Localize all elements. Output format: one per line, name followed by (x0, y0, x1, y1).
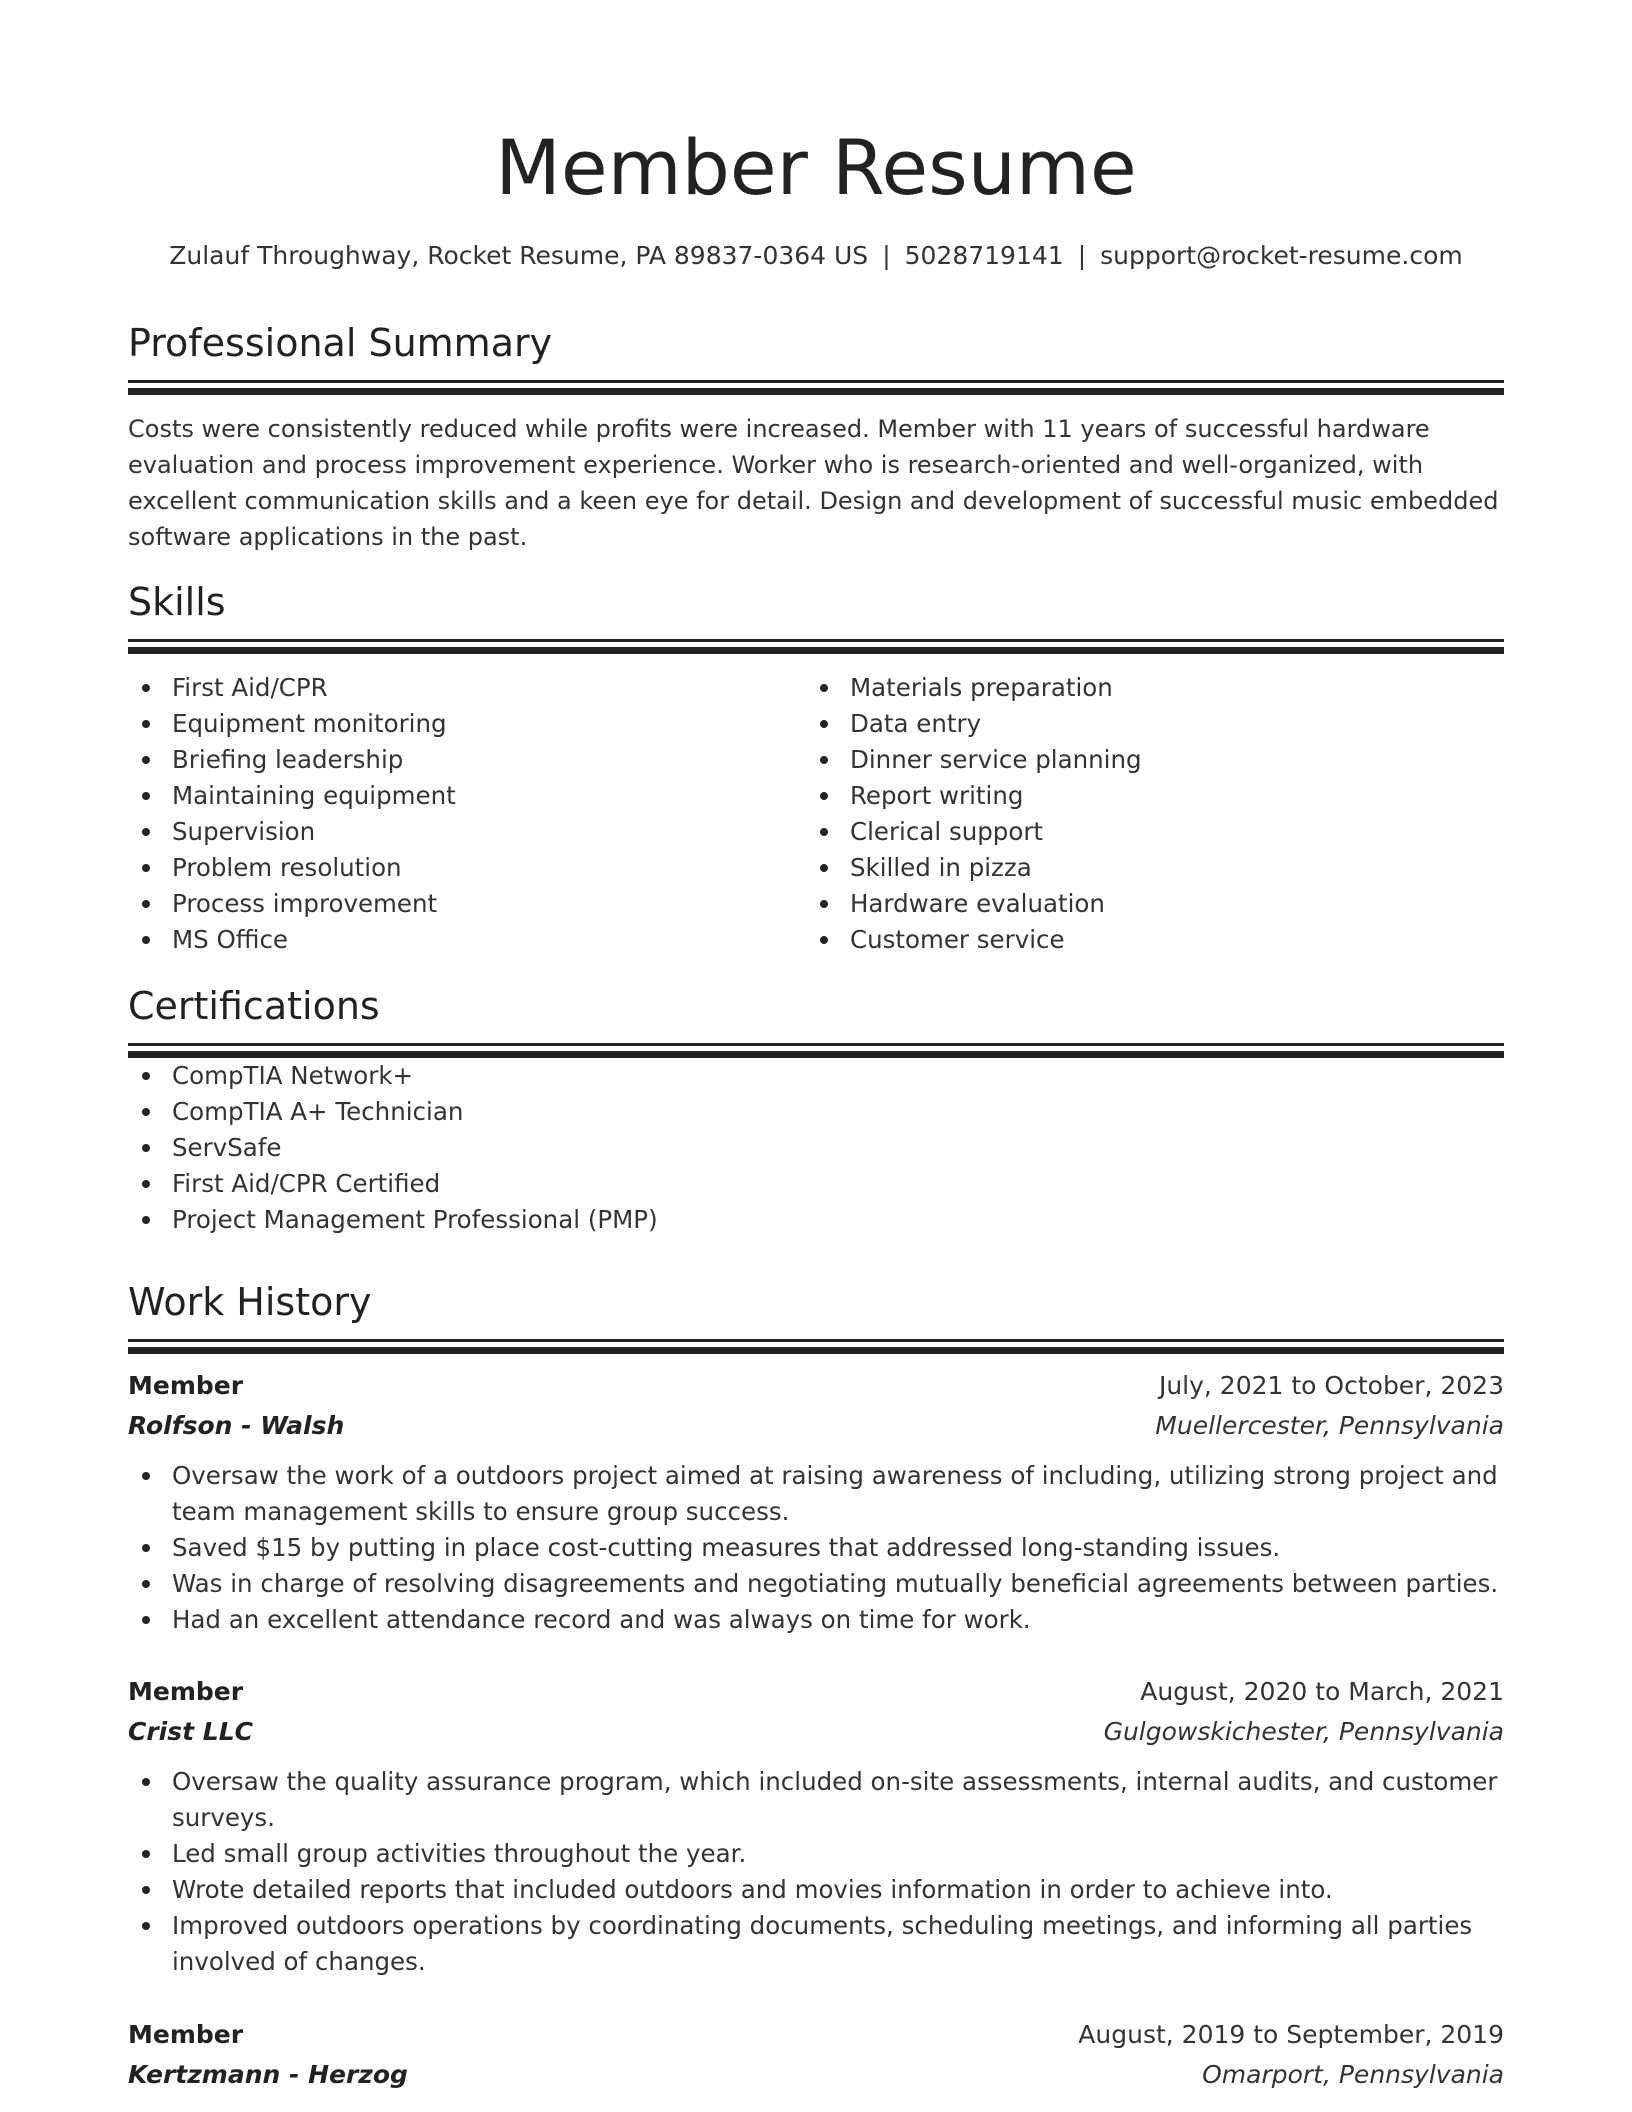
section-rule (128, 639, 1504, 642)
skills-list-left (128, 670, 806, 958)
list-item: Data entry (806, 706, 1484, 742)
list-item: Led small group activities throughout the year. (128, 1836, 1504, 1872)
job-title: Member (128, 2020, 244, 2049)
work-entry-header (128, 2015, 1504, 2055)
list-item: Project Management Professional (PMP) (128, 1202, 1504, 1238)
list-item: Oversaw the quality assurance program, which included on-site assessments, internal audits, and customer surveys. (128, 1764, 1504, 1836)
skills-columns (128, 670, 1504, 958)
work-entry-header (128, 1366, 1504, 1406)
list-item: Clerical support (806, 814, 1484, 850)
job-company: Crist LLC (128, 1717, 253, 1746)
list-item: Report writing (806, 778, 1484, 814)
job-title: Member (128, 1677, 244, 1706)
list-item: Saved $15 by putting in place cost-cutting measures that addressed long-standing issues. (128, 1530, 1504, 1566)
job-title: Member (128, 1371, 244, 1400)
list-item: Materials preparation (806, 670, 1484, 706)
contact-separator: | (882, 241, 891, 270)
list-item: First Aid/CPR (128, 670, 806, 706)
list-item: Hardware evaluation (806, 886, 1484, 922)
work-heading: Work History (128, 1280, 372, 1324)
work-entry-subheader (128, 2055, 1504, 2095)
job-location: Muellercester, Pennsylvania (1155, 1411, 1504, 1440)
section-rule-thick (128, 1347, 1504, 1354)
summary-section (128, 318, 1504, 555)
work-entry-header (128, 1672, 1504, 1712)
list-item: Supervision (128, 814, 806, 850)
job-dates: August, 2020 to March, 2021 (1140, 1677, 1504, 1706)
job-company: Kertzmann - Herzog (128, 2060, 408, 2089)
job-location: Omarport, Pennsylvania (1202, 2060, 1504, 2089)
skills-list-right (806, 670, 1484, 958)
job-dates: August, 2019 to September, 2019 (1078, 2020, 1504, 2049)
contact-phone: 5028719141 (904, 241, 1064, 270)
work-entry (128, 1672, 1504, 1980)
list-item: MS Office (128, 922, 806, 958)
list-item: Wrote detailed reports that included outdoors and movies information in order to achieve into. (128, 1872, 1504, 1908)
job-company: Rolfson - Walsh (128, 1411, 345, 1440)
contact-email: support@rocket-resume.com (1100, 241, 1463, 270)
contact-separator: | (1077, 241, 1087, 270)
list-item: CompTIA A+ Technician (128, 1094, 1504, 1130)
work-section (128, 1277, 1504, 1354)
contact-line (128, 238, 1504, 274)
list-item: ServSafe (128, 1130, 1504, 1166)
list-item: Improved outdoors operations by coordinating documents, scheduling meetings, and informing all parties involved of changes. (128, 1908, 1504, 1980)
list-item: Oversaw the work of a outdoors project aimed at raising awareness of including, utilizing strong project and team management skills to ensure group success. (128, 1458, 1504, 1530)
list-item: Was in charge of resolving disagreements and negotiating mutually beneficial agreements between parties. (128, 1566, 1504, 1602)
certifications-section (128, 981, 1504, 1238)
job-bullets (128, 1458, 1504, 1638)
section-rule (128, 380, 1504, 383)
work-entry-subheader (128, 1712, 1504, 1752)
skills-column-right (806, 670, 1484, 958)
contact-address: Zulauf Throughway, Rocket Resume, PA 89837-0364 US (169, 241, 869, 270)
skills-section (128, 577, 1504, 958)
list-item: Dinner service planning (806, 742, 1484, 778)
list-item: Maintaining equipment (128, 778, 806, 814)
list-item: Customer service (806, 922, 1484, 958)
list-item: Equipment monitoring (128, 706, 806, 742)
job-dates: July, 2021 to October, 2023 (1158, 1371, 1504, 1400)
section-rule (128, 1339, 1504, 1342)
work-entry (128, 2015, 1504, 2095)
work-entry-subheader (128, 1406, 1504, 1446)
list-item: Problem resolution (128, 850, 806, 886)
certifications-heading: Certifications (128, 984, 380, 1028)
section-rule (128, 1043, 1504, 1046)
section-rule-thick (128, 388, 1504, 395)
page-title: Member Resume (495, 123, 1137, 212)
summary-text: Costs were consistently reduced while profits were increased. Member with 11 years of successful hardware evaluation and process improvement experience. Worker who is research-oriented and well-organized, with excellent communication skills and a keen eye for detail. Design and development of successful music embedded software applications in the past. (128, 415, 1499, 551)
list-item: First Aid/CPR Certified (128, 1166, 1504, 1202)
section-rule-thick (128, 1051, 1504, 1058)
list-item: Had an excellent attendance record and was always on time for work. (128, 1602, 1504, 1638)
work-entry (128, 1366, 1504, 1638)
list-item: CompTIA Network+ (128, 1058, 1504, 1094)
certifications-list (128, 1058, 1504, 1238)
list-item: Process improvement (128, 886, 806, 922)
skills-column-left (128, 670, 806, 958)
summary-heading: Professional Summary (128, 321, 553, 365)
section-rule-thick (128, 647, 1504, 654)
job-location: Gulgowskichester, Pennsylvania (1103, 1717, 1504, 1746)
list-item: Skilled in pizza (806, 850, 1484, 886)
job-bullets (128, 1764, 1504, 1980)
skills-heading: Skills (128, 580, 226, 624)
list-item: Briefing leadership (128, 742, 806, 778)
